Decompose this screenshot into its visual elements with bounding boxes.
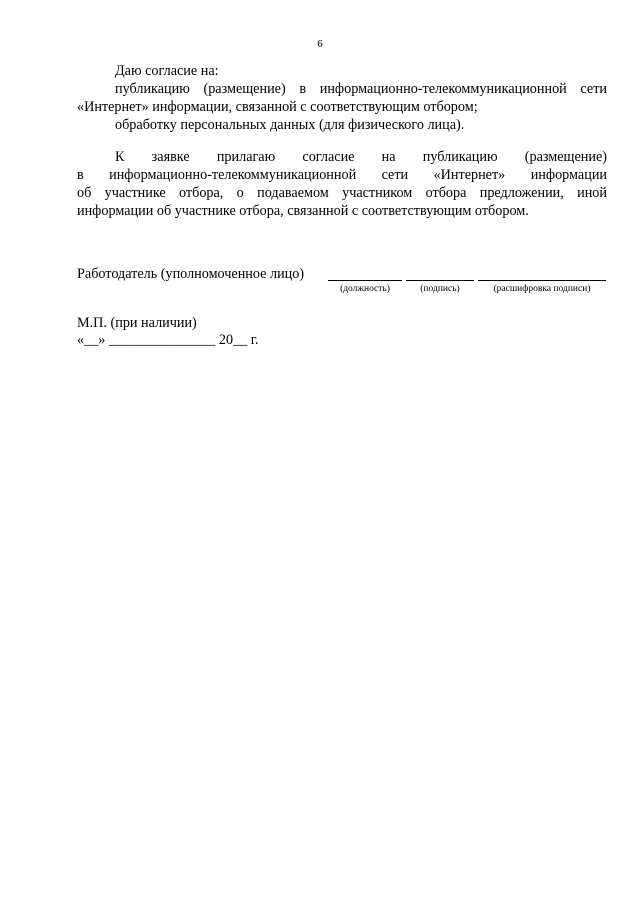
- decoding-blank-line: [478, 280, 606, 281]
- attachment-paragraph-line2: в информационно-телекоммуникационной сети «Интернет» информации: [77, 167, 607, 183]
- attachment-paragraph-line4: информации об участнике отбора, связанной с соответствующим отбором.: [77, 203, 529, 219]
- attachment-paragraph-line1: К заявке прилагаю согласие на публикацию (размещение): [115, 149, 607, 165]
- consent-item-publication-line1: публикацию (размещение) в информационно-телекоммуникационной сети: [115, 81, 607, 97]
- position-blank-line: [328, 280, 402, 281]
- stamp-label: М.П. (при наличии): [77, 315, 197, 331]
- consent-item-personal-data: обработку персональных данных (для физического лица).: [115, 117, 465, 133]
- signature-blank-line: [406, 280, 474, 281]
- consent-heading: Даю согласие на:: [115, 63, 219, 79]
- attachment-paragraph-line3: об участнике отбора, о подаваемом участником отбора предложении, иной: [77, 185, 607, 201]
- date-line: «__» _______________ 20__ г.: [77, 332, 259, 348]
- consent-item-publication-line2: «Интернет» информации, связанной с соответствующим отбором;: [77, 99, 478, 115]
- page-number: 6: [317, 38, 323, 50]
- position-caption: (должность): [340, 284, 390, 294]
- signature-caption: (подпись): [420, 284, 460, 294]
- decoding-caption: (расшифровка подписи): [493, 284, 591, 294]
- signature-label: Работодатель (уполномоченное лицо): [77, 266, 305, 282]
